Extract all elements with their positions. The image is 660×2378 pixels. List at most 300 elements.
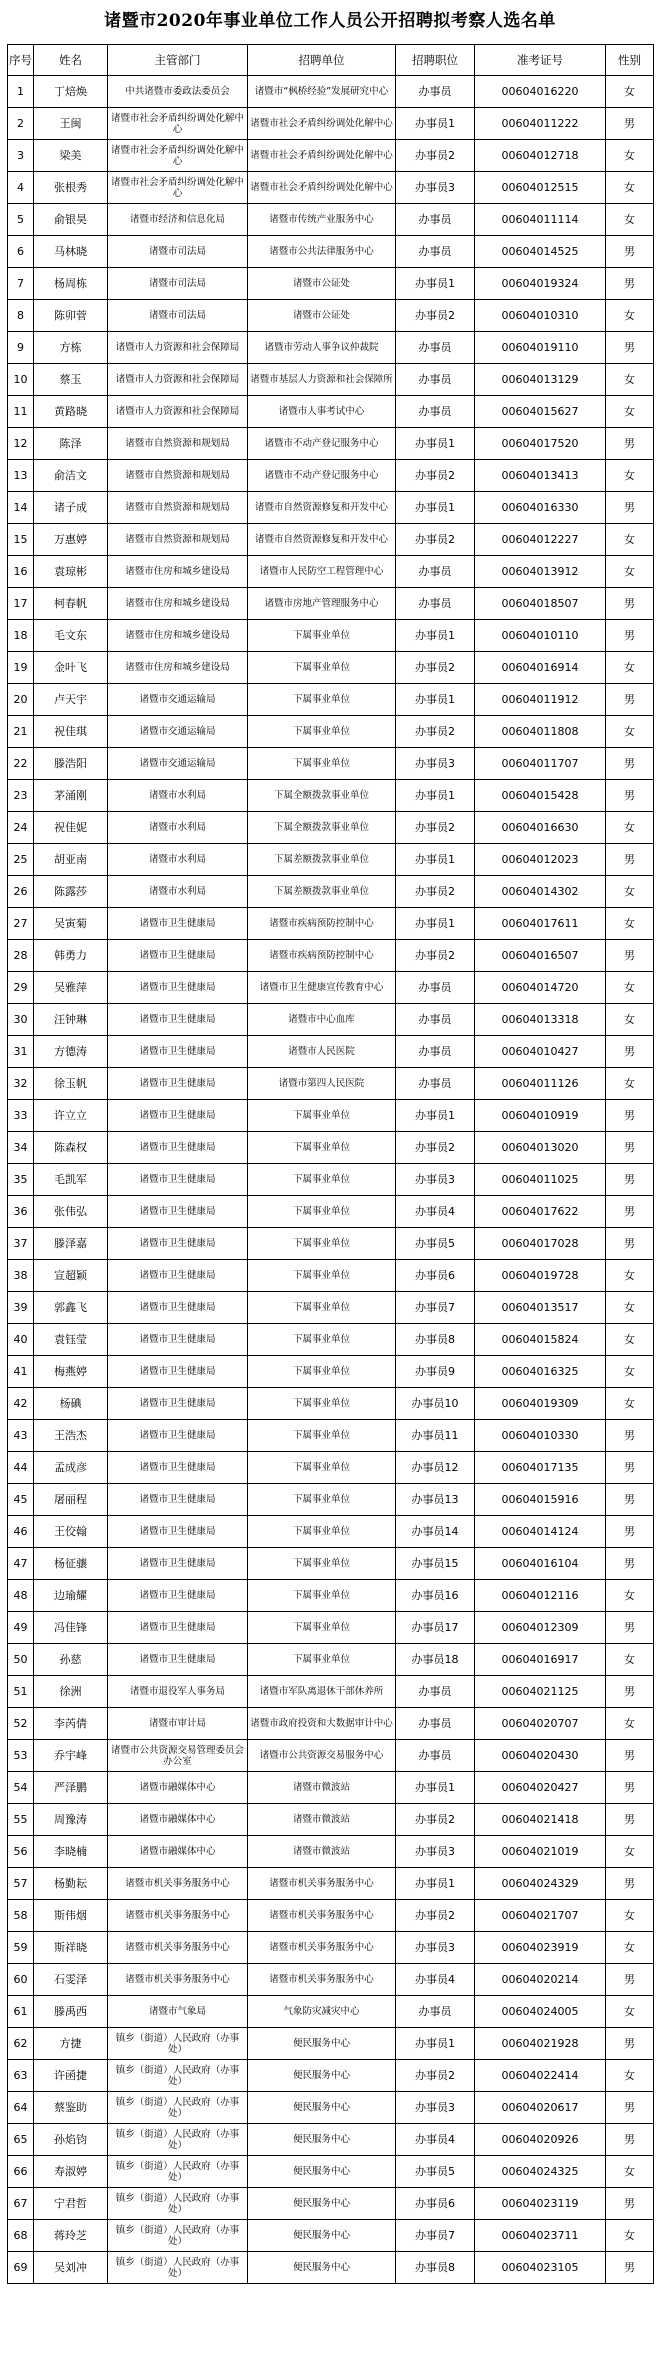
row-position: 办事员10 [396, 1388, 475, 1420]
table-row [8, 2252, 654, 2284]
table-row [8, 1964, 654, 1996]
row-name: 卢天宇 [34, 684, 108, 716]
row-position: 办事员1 [396, 492, 475, 524]
row-gender: 女 [606, 1932, 654, 1964]
table-row [8, 1900, 654, 1932]
table-row [8, 684, 654, 716]
row-position: 办事员2 [396, 716, 475, 748]
row-ticket: 00604022414 [475, 2060, 606, 2092]
row-name: 祝佳琪 [34, 716, 108, 748]
row-dept: 诸暨市机关事务服务中心 [108, 1868, 248, 1900]
row-position: 办事员1 [396, 1100, 475, 1132]
row-seq: 66 [8, 2156, 34, 2188]
row-name: 杨征骧 [34, 1548, 108, 1580]
row-ticket: 00604012309 [475, 1612, 606, 1644]
row-position: 办事员9 [396, 1356, 475, 1388]
row-seq: 6 [8, 236, 34, 268]
table-row [8, 1580, 654, 1612]
row-ticket: 00604016917 [475, 1644, 606, 1676]
row-ticket: 00604015824 [475, 1324, 606, 1356]
row-gender: 女 [606, 1836, 654, 1868]
row-unit: 下属事业单位 [248, 748, 396, 780]
row-unit: 诸暨市机关事务服务中心 [248, 1964, 396, 1996]
row-seq: 22 [8, 748, 34, 780]
row-position: 办事员3 [396, 1836, 475, 1868]
row-unit: 便民服务中心 [248, 2124, 396, 2156]
row-ticket: 00604019324 [475, 268, 606, 300]
row-dept: 诸暨市自然资源和规划局 [108, 428, 248, 460]
row-dept: 中共诸暨市委政法委员会 [108, 76, 248, 108]
row-ticket: 00604024329 [475, 1868, 606, 1900]
row-position: 办事员2 [396, 2060, 475, 2092]
row-position: 办事员 [396, 1036, 475, 1068]
table-row [8, 620, 654, 652]
row-name: 蔡鉴助 [34, 2092, 108, 2124]
row-unit: 下属全额拨款事业单位 [248, 812, 396, 844]
row-seq: 52 [8, 1708, 34, 1740]
row-ticket: 00604014720 [475, 972, 606, 1004]
row-gender: 女 [606, 460, 654, 492]
table-row [8, 76, 654, 108]
row-unit: 诸暨市微波站 [248, 1772, 396, 1804]
table-row [8, 1804, 654, 1836]
row-dept: 诸暨市社会矛盾纠纷调处化解中心 [108, 108, 248, 140]
row-name: 蔡玉 [34, 364, 108, 396]
table-row [8, 812, 654, 844]
row-position: 办事员16 [396, 1580, 475, 1612]
table-row [8, 2188, 654, 2220]
table-row [8, 2028, 654, 2060]
row-position: 办事员3 [396, 1164, 475, 1196]
row-dept: 诸暨市卫生健康局 [108, 1388, 248, 1420]
table-row [8, 1996, 654, 2028]
row-seq: 32 [8, 1068, 34, 1100]
row-position: 办事员1 [396, 908, 475, 940]
row-position: 办事员11 [396, 1420, 475, 1452]
row-dept: 诸暨市审计局 [108, 1708, 248, 1740]
row-name: 寿淑婷 [34, 2156, 108, 2188]
row-unit: 下属事业单位 [248, 716, 396, 748]
row-dept: 诸暨市卫生健康局 [108, 908, 248, 940]
row-ticket: 00604020427 [475, 1772, 606, 1804]
table-row [8, 332, 654, 364]
table-row [8, 1548, 654, 1580]
row-position: 办事员6 [396, 1260, 475, 1292]
row-seq: 63 [8, 2060, 34, 2092]
row-ticket: 00604023919 [475, 1932, 606, 1964]
row-unit: 诸暨市第四人民医院 [248, 1068, 396, 1100]
row-unit: 下属事业单位 [248, 1100, 396, 1132]
header-dept: 主管部门 [108, 45, 248, 76]
row-dept: 镇乡（街道）人民政府（办事处） [108, 2188, 248, 2220]
row-gender: 男 [606, 1676, 654, 1708]
row-name: 梁美 [34, 140, 108, 172]
table-row [8, 908, 654, 940]
row-gender: 女 [606, 1580, 654, 1612]
row-seq: 61 [8, 1996, 34, 2028]
row-unit: 下属事业单位 [248, 1484, 396, 1516]
row-seq: 16 [8, 556, 34, 588]
row-gender: 男 [606, 1868, 654, 1900]
row-position: 办事员 [396, 556, 475, 588]
row-unit: 下属差额拨款事业单位 [248, 876, 396, 908]
row-name: 丁焙焕 [34, 76, 108, 108]
row-position: 办事员13 [396, 1484, 475, 1516]
row-name: 方捷 [34, 2028, 108, 2060]
row-name: 滕浩阳 [34, 748, 108, 780]
table-row [8, 1612, 654, 1644]
row-gender: 男 [606, 236, 654, 268]
row-name: 乔宇峰 [34, 1740, 108, 1772]
row-gender: 女 [606, 1356, 654, 1388]
row-unit: 诸暨市人民医院 [248, 1036, 396, 1068]
row-position: 办事员1 [396, 108, 475, 140]
row-seq: 60 [8, 1964, 34, 1996]
row-unit: 诸暨市人民防空工程管理中心 [248, 556, 396, 588]
row-name: 吴寅菊 [34, 908, 108, 940]
row-name: 吴刘冲 [34, 2252, 108, 2284]
row-unit: 便民服务中心 [248, 2092, 396, 2124]
row-dept: 诸暨市卫生健康局 [108, 940, 248, 972]
row-seq: 68 [8, 2220, 34, 2252]
row-ticket: 00604016104 [475, 1548, 606, 1580]
row-gender: 男 [606, 748, 654, 780]
row-seq: 41 [8, 1356, 34, 1388]
row-ticket: 00604020707 [475, 1708, 606, 1740]
table-row [8, 492, 654, 524]
row-gender: 女 [606, 1644, 654, 1676]
row-name: 许函捷 [34, 2060, 108, 2092]
row-ticket: 00604016507 [475, 940, 606, 972]
row-unit: 便民服务中心 [248, 2156, 396, 2188]
row-unit: 下属事业单位 [248, 1388, 396, 1420]
row-unit: 诸暨市人事考试中心 [248, 396, 396, 428]
row-seq: 57 [8, 1868, 34, 1900]
row-position: 办事员2 [396, 812, 475, 844]
row-seq: 34 [8, 1132, 34, 1164]
row-gender: 男 [606, 1228, 654, 1260]
table-row [8, 1292, 654, 1324]
row-name: 陈露莎 [34, 876, 108, 908]
row-gender: 女 [606, 1388, 654, 1420]
row-unit: 便民服务中心 [248, 2060, 396, 2092]
row-gender: 男 [606, 108, 654, 140]
row-dept: 诸暨市水利局 [108, 780, 248, 812]
header-gender: 性别 [606, 45, 654, 76]
row-unit: 下属事业单位 [248, 1580, 396, 1612]
row-dept: 诸暨市融媒体中心 [108, 1772, 248, 1804]
row-dept: 诸暨市气象局 [108, 1996, 248, 2028]
row-dept: 镇乡（街道）人民政府（办事处） [108, 2124, 248, 2156]
row-unit: 诸暨市不动产登记服务中心 [248, 460, 396, 492]
row-gender: 男 [606, 1452, 654, 1484]
row-position: 办事员2 [396, 460, 475, 492]
row-unit: 下属事业单位 [248, 1228, 396, 1260]
row-gender: 女 [606, 908, 654, 940]
row-seq: 48 [8, 1580, 34, 1612]
row-dept: 镇乡（街道）人民政府（办事处） [108, 2220, 248, 2252]
row-seq: 18 [8, 620, 34, 652]
table-body [8, 76, 654, 2284]
row-seq: 11 [8, 396, 34, 428]
row-seq: 8 [8, 300, 34, 332]
row-seq: 13 [8, 460, 34, 492]
row-unit: 下属事业单位 [248, 1548, 396, 1580]
row-position: 办事员 [396, 1740, 475, 1772]
row-unit: 下属事业单位 [248, 1420, 396, 1452]
row-dept: 诸暨市卫生健康局 [108, 1484, 248, 1516]
row-ticket: 00604010310 [475, 300, 606, 332]
row-name: 诸子成 [34, 492, 108, 524]
row-ticket: 00604016220 [475, 76, 606, 108]
row-seq: 39 [8, 1292, 34, 1324]
row-gender: 男 [606, 1612, 654, 1644]
row-dept: 诸暨市人力资源和社会保障局 [108, 396, 248, 428]
row-seq: 30 [8, 1004, 34, 1036]
row-dept: 诸暨市卫生健康局 [108, 1132, 248, 1164]
row-unit: 诸暨市公共资源交易服务中心 [248, 1740, 396, 1772]
row-position: 办事员 [396, 1996, 475, 2028]
row-name: 茅涌刚 [34, 780, 108, 812]
row-ticket: 00604020214 [475, 1964, 606, 1996]
row-gender: 男 [606, 1964, 654, 1996]
row-unit: 下属事业单位 [248, 684, 396, 716]
row-dept: 诸暨市住房和城乡建设局 [108, 588, 248, 620]
table-row [8, 940, 654, 972]
row-gender: 女 [606, 140, 654, 172]
row-name: 张伟弘 [34, 1196, 108, 1228]
row-ticket: 00604010427 [475, 1036, 606, 1068]
row-gender: 女 [606, 76, 654, 108]
row-gender: 女 [606, 876, 654, 908]
row-dept: 诸暨市住房和城乡建设局 [108, 556, 248, 588]
row-gender: 女 [606, 364, 654, 396]
row-seq: 55 [8, 1804, 34, 1836]
row-gender: 男 [606, 1164, 654, 1196]
row-dept: 诸暨市水利局 [108, 844, 248, 876]
row-name: 滕禹西 [34, 1996, 108, 2028]
row-name: 汪钟琳 [34, 1004, 108, 1036]
row-dept: 诸暨市卫生健康局 [108, 1260, 248, 1292]
row-seq: 56 [8, 1836, 34, 1868]
row-ticket: 00604020430 [475, 1740, 606, 1772]
row-name: 杨周栋 [34, 268, 108, 300]
table-row [8, 556, 654, 588]
row-position: 办事员2 [396, 1804, 475, 1836]
table-row [8, 1164, 654, 1196]
row-unit: 便民服务中心 [248, 2252, 396, 2284]
row-unit: 诸暨市疾病预防控制中心 [248, 908, 396, 940]
row-seq: 21 [8, 716, 34, 748]
row-seq: 9 [8, 332, 34, 364]
row-position: 办事员5 [396, 1228, 475, 1260]
row-position: 办事员3 [396, 1932, 475, 1964]
table-row [8, 1100, 654, 1132]
table-row [8, 2220, 654, 2252]
row-name: 韩勇力 [34, 940, 108, 972]
row-gender: 女 [606, 1292, 654, 1324]
row-unit: 诸暨市社会矛盾纠纷调处化解中心 [248, 172, 396, 204]
table-header-row [8, 45, 654, 76]
row-unit: 下属事业单位 [248, 652, 396, 684]
row-gender: 男 [606, 1036, 654, 1068]
table-row [8, 1036, 654, 1068]
row-position: 办事员 [396, 364, 475, 396]
row-name: 毛凯军 [34, 1164, 108, 1196]
row-gender: 女 [606, 652, 654, 684]
row-gender: 女 [606, 556, 654, 588]
table-row [8, 1228, 654, 1260]
row-gender: 女 [606, 1004, 654, 1036]
row-unit: 便民服务中心 [248, 2188, 396, 2220]
row-gender: 女 [606, 812, 654, 844]
row-position: 办事员12 [396, 1452, 475, 1484]
row-name: 黄路晓 [34, 396, 108, 428]
row-name: 胡亚南 [34, 844, 108, 876]
row-unit: 诸暨市房地产管理服务中心 [248, 588, 396, 620]
row-seq: 43 [8, 1420, 34, 1452]
row-ticket: 00604013912 [475, 556, 606, 588]
row-ticket: 00604017611 [475, 908, 606, 940]
row-ticket: 00604015916 [475, 1484, 606, 1516]
row-seq: 10 [8, 364, 34, 396]
row-gender: 女 [606, 172, 654, 204]
row-unit: 诸暨市中心血库 [248, 1004, 396, 1036]
row-position: 办事员6 [396, 2188, 475, 2220]
row-position: 办事员 [396, 588, 475, 620]
row-ticket: 00604019728 [475, 1260, 606, 1292]
row-dept: 诸暨市卫生健康局 [108, 1644, 248, 1676]
row-unit: 诸暨市不动产登记服务中心 [248, 428, 396, 460]
row-position: 办事员1 [396, 1868, 475, 1900]
row-ticket: 00604015627 [475, 396, 606, 428]
row-ticket: 00604012718 [475, 140, 606, 172]
table-row [8, 268, 654, 300]
row-ticket: 00604016630 [475, 812, 606, 844]
row-ticket: 00604010919 [475, 1100, 606, 1132]
row-seq: 17 [8, 588, 34, 620]
row-ticket: 00604016325 [475, 1356, 606, 1388]
row-name: 斯祥晓 [34, 1932, 108, 1964]
row-dept: 诸暨市退役军人事务局 [108, 1676, 248, 1708]
row-gender: 男 [606, 492, 654, 524]
row-unit: 下属事业单位 [248, 1132, 396, 1164]
row-ticket: 00604017520 [475, 428, 606, 460]
row-position: 办事员7 [396, 2220, 475, 2252]
row-ticket: 00604014302 [475, 876, 606, 908]
row-ticket: 00604023119 [475, 2188, 606, 2220]
row-seq: 24 [8, 812, 34, 844]
row-unit: 诸暨市“枫桥经验”发展研究中心 [248, 76, 396, 108]
row-seq: 27 [8, 908, 34, 940]
row-dept: 诸暨市机关事务服务中心 [108, 1900, 248, 1932]
row-name: 王闽 [34, 108, 108, 140]
row-unit: 下属全额拨款事业单位 [248, 780, 396, 812]
row-position: 办事员 [396, 396, 475, 428]
row-position: 办事员4 [396, 1964, 475, 1996]
row-unit: 诸暨市微波站 [248, 1804, 396, 1836]
row-ticket: 00604010110 [475, 620, 606, 652]
row-dept: 诸暨市卫生健康局 [108, 1068, 248, 1100]
row-ticket: 00604011707 [475, 748, 606, 780]
row-dept: 诸暨市人力资源和社会保障局 [108, 364, 248, 396]
row-position: 办事员4 [396, 1196, 475, 1228]
row-unit: 诸暨市军队离退休干部休养所 [248, 1676, 396, 1708]
row-position: 办事员1 [396, 780, 475, 812]
row-name: 梅燕婷 [34, 1356, 108, 1388]
row-gender: 男 [606, 1740, 654, 1772]
row-dept: 诸暨市机关事务服务中心 [108, 1932, 248, 1964]
row-ticket: 00604021019 [475, 1836, 606, 1868]
row-name: 孙焰钧 [34, 2124, 108, 2156]
row-position: 办事员 [396, 1676, 475, 1708]
row-gender: 男 [606, 1420, 654, 1452]
row-name: 毛文东 [34, 620, 108, 652]
row-position: 办事员 [396, 204, 475, 236]
row-seq: 37 [8, 1228, 34, 1260]
row-position: 办事员2 [396, 940, 475, 972]
row-ticket: 00604011222 [475, 108, 606, 140]
row-unit: 诸暨市社会矛盾纠纷调处化解中心 [248, 108, 396, 140]
header-unit: 招聘单位 [248, 45, 396, 76]
row-name: 斯伟烟 [34, 1900, 108, 1932]
row-name: 袁琼彬 [34, 556, 108, 588]
row-unit: 下属事业单位 [248, 1292, 396, 1324]
table-row [8, 2124, 654, 2156]
row-position: 办事员1 [396, 428, 475, 460]
row-seq: 62 [8, 2028, 34, 2060]
row-dept: 诸暨市融媒体中心 [108, 1836, 248, 1868]
row-dept: 诸暨市水利局 [108, 876, 248, 908]
row-unit: 下属事业单位 [248, 1516, 396, 1548]
row-seq: 51 [8, 1676, 34, 1708]
table-row [8, 236, 654, 268]
row-unit: 下属事业单位 [248, 1356, 396, 1388]
table-row [8, 748, 654, 780]
row-name: 许立立 [34, 1100, 108, 1132]
row-position: 办事员1 [396, 844, 475, 876]
row-ticket: 00604012116 [475, 1580, 606, 1612]
row-name: 徐洲 [34, 1676, 108, 1708]
row-gender: 男 [606, 1484, 654, 1516]
row-dept: 诸暨市交通运输局 [108, 748, 248, 780]
table-row [8, 716, 654, 748]
row-gender: 女 [606, 1996, 654, 2028]
row-seq: 14 [8, 492, 34, 524]
row-seq: 47 [8, 1548, 34, 1580]
row-ticket: 00604019309 [475, 1388, 606, 1420]
row-name: 李晓楠 [34, 1836, 108, 1868]
row-dept: 镇乡（街道）人民政府（办事处） [108, 2252, 248, 2284]
row-position: 办事员2 [396, 524, 475, 556]
table-row [8, 1868, 654, 1900]
row-seq: 7 [8, 268, 34, 300]
row-position: 办事员1 [396, 620, 475, 652]
row-ticket: 00604020926 [475, 2124, 606, 2156]
row-ticket: 00604018507 [475, 588, 606, 620]
row-position: 办事员1 [396, 1772, 475, 1804]
row-unit: 下属差额拨款事业单位 [248, 844, 396, 876]
row-name: 柯春帆 [34, 588, 108, 620]
table-row [8, 204, 654, 236]
row-seq: 19 [8, 652, 34, 684]
row-dept: 诸暨市人力资源和社会保障局 [108, 332, 248, 364]
row-gender: 女 [606, 1900, 654, 1932]
row-name: 方德涛 [34, 1036, 108, 1068]
row-name: 万惠婷 [34, 524, 108, 556]
row-position: 办事员2 [396, 876, 475, 908]
row-gender: 男 [606, 588, 654, 620]
